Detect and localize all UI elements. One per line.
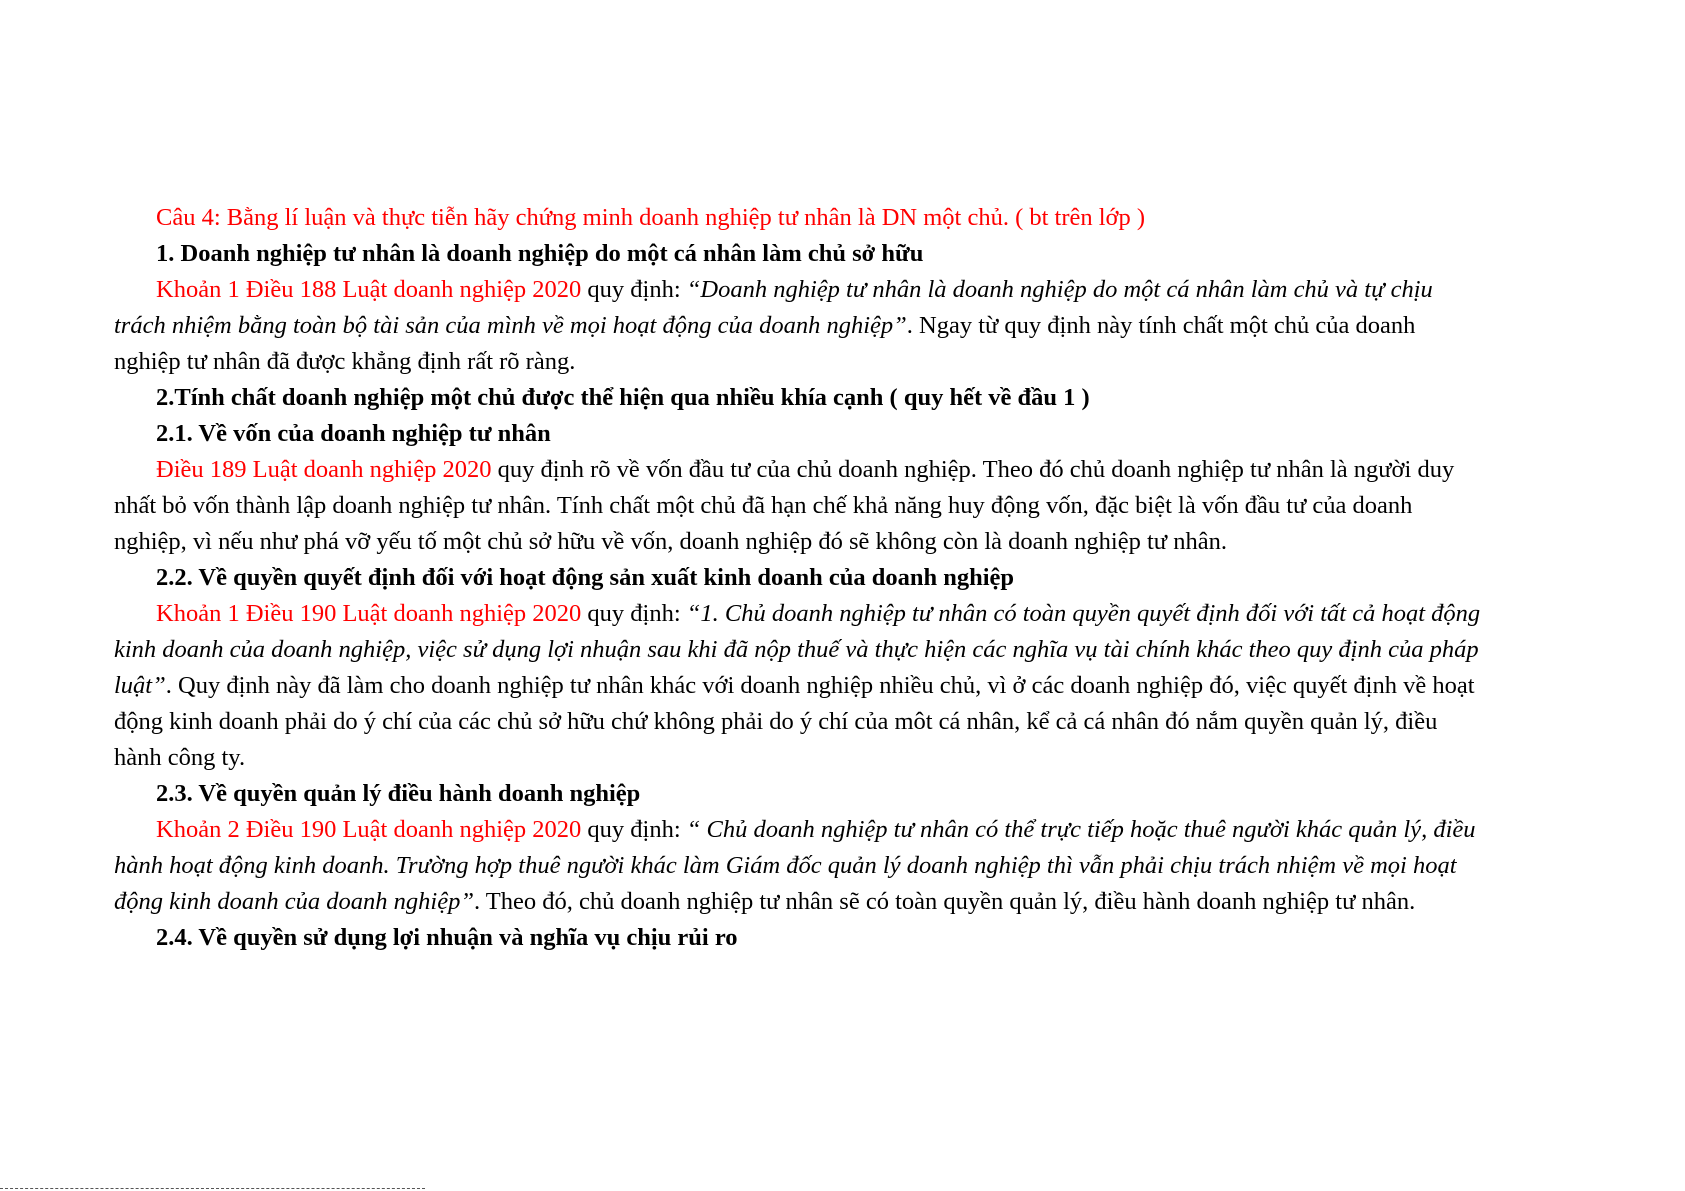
legal-citation: Khoản 1 Điều 190 Luật doanh nghiệp 2020 xyxy=(156,600,582,627)
paragraph-line xyxy=(114,635,1479,665)
law-quote: kinh doanh của doanh nghiệp, việc sử dụng lợi nhuận sau khi đã nộp thuế và thực hiện các nghĩa vụ tài chính khác theo quy định của pháp xyxy=(114,636,1479,663)
law-quote: “Doanh nghiệp tư nhân là doanh nghiệp do một cá nhân làm chủ và tự chịu xyxy=(686,276,1433,303)
law-quote: trách nhiệm bằng toàn bộ tài sản của mình về mọi hoạt động của doanh nghiệp” xyxy=(114,312,907,339)
heading-text: 2.1. Về vốn của doanh nghiệp tư nhân xyxy=(156,420,551,447)
paragraph-line xyxy=(156,455,1454,485)
section-1-heading xyxy=(156,239,923,269)
section-2-heading xyxy=(156,383,1090,413)
heading-text: 1. Doanh nghiệp tư nhân là doanh nghiệp do một cá nhân làm chủ sở hữu xyxy=(156,240,924,267)
body-text: quy định rõ về vốn đầu tư của chủ doanh nghiệp. Theo đó chủ doanh nghiệp tư nhân là người duy xyxy=(491,456,1455,483)
law-quote: động kinh doanh của doanh nghiệp” xyxy=(114,888,474,915)
legal-citation: Khoản 1 Điều 188 Luật doanh nghiệp 2020 xyxy=(156,276,582,303)
body-text: . Quy định này đã làm cho doanh nghiệp tư nhân khác với doanh nghiệp nhiều chủ, vì ở các doanh nghiệp đó, việc quyết định về hoạt xyxy=(165,672,1475,699)
body-text: động kinh doanh phải do ý chí của các chủ sở hữu chứ không phải do ý chí của môt cá nhân, kể cả cá nhân đó nắm quyền quản lý, điều xyxy=(114,708,1438,735)
footer-divider xyxy=(0,1188,425,1189)
paragraph-line xyxy=(114,311,1415,341)
body-text: nhất bỏ vốn thành lập doanh nghiệp tư nhân. Tính chất một chủ đã hạn chế khả năng huy động vốn, đặc biệt là vốn đầu tư của doanh xyxy=(114,492,1413,519)
question-heading xyxy=(156,203,1145,233)
section-2-4-heading xyxy=(156,923,738,953)
paragraph-line xyxy=(114,491,1412,521)
paragraph-line xyxy=(156,599,1480,629)
body-text: nghiệp tư nhân đã được khẳng định rất rõ ràng. xyxy=(114,348,576,375)
law-quote: “ Chủ doanh nghiệp tư nhân có thể trực tiếp hoặc thuê người khác quản lý, điều xyxy=(686,816,1476,843)
question-text: Câu 4: Bằng lí luận và thực tiễn hãy chứng minh doanh nghiệp tư nhân là DN một chủ. ( bt trên lớp ) xyxy=(156,204,1146,231)
paragraph-line xyxy=(114,887,1415,917)
heading-text: 2.4. Về quyền sử dụng lợi nhuận và nghĩa vụ chịu rủi ro xyxy=(156,924,738,951)
section-2-1-heading xyxy=(156,419,551,449)
body-text: hành công ty. xyxy=(114,744,246,771)
paragraph-line xyxy=(114,707,1437,737)
paragraph-line xyxy=(114,851,1457,881)
legal-citation: Khoản 2 Điều 190 Luật doanh nghiệp 2020 xyxy=(156,816,582,843)
body-text: quy định: xyxy=(581,276,687,303)
paragraph-line xyxy=(156,815,1476,845)
heading-text: 2.2. Về quyền quyết định đối với hoạt động sản xuất kinh doanh của doanh nghiệp xyxy=(156,564,1015,591)
section-2-2-heading xyxy=(156,563,1014,593)
body-text: quy định: xyxy=(581,600,687,627)
heading-text: 2.3. Về quyền quản lý điều hành doanh nghiệp xyxy=(156,780,641,807)
law-quote: luật” xyxy=(114,672,166,699)
paragraph-line xyxy=(114,743,245,773)
body-text: . Ngay từ quy định này tính chất một chủ của doanh xyxy=(906,312,1416,339)
legal-citation: Điều 189 Luật doanh nghiệp 2020 xyxy=(156,456,492,483)
paragraph-line xyxy=(156,275,1433,305)
law-quote: “1. Chủ doanh nghiệp tư nhân có toàn quyền quyết định đối với tất cả hoạt động xyxy=(686,600,1481,627)
heading-text: 2.Tính chất doanh nghiệp một chủ được thể hiện qua nhiều khía cạnh ( quy hết về đầu 1 ) xyxy=(156,384,1090,411)
paragraph-line xyxy=(114,527,1227,557)
body-text: quy định: xyxy=(581,816,687,843)
section-2-3-heading xyxy=(156,779,640,809)
body-text: nghiệp, vì nếu như phá vỡ yếu tố một chủ sở hữu về vốn, doanh nghiệp đó sẽ không còn là doanh nghiệp tư nhân. xyxy=(114,528,1227,555)
paragraph-line xyxy=(114,671,1475,701)
body-text: . Theo đó, chủ doanh nghiệp tư nhân sẽ có toàn quyền quản lý, điều hành doanh nghiệp tư nhân. xyxy=(474,888,1416,915)
paragraph-line xyxy=(114,347,575,377)
law-quote: hành hoạt động kinh doanh. Trường hợp thuê người khác làm Giám đốc quản lý doanh nghiệp thì vẫn phải chịu trách nhiệm về mọi hoạt xyxy=(114,852,1457,879)
